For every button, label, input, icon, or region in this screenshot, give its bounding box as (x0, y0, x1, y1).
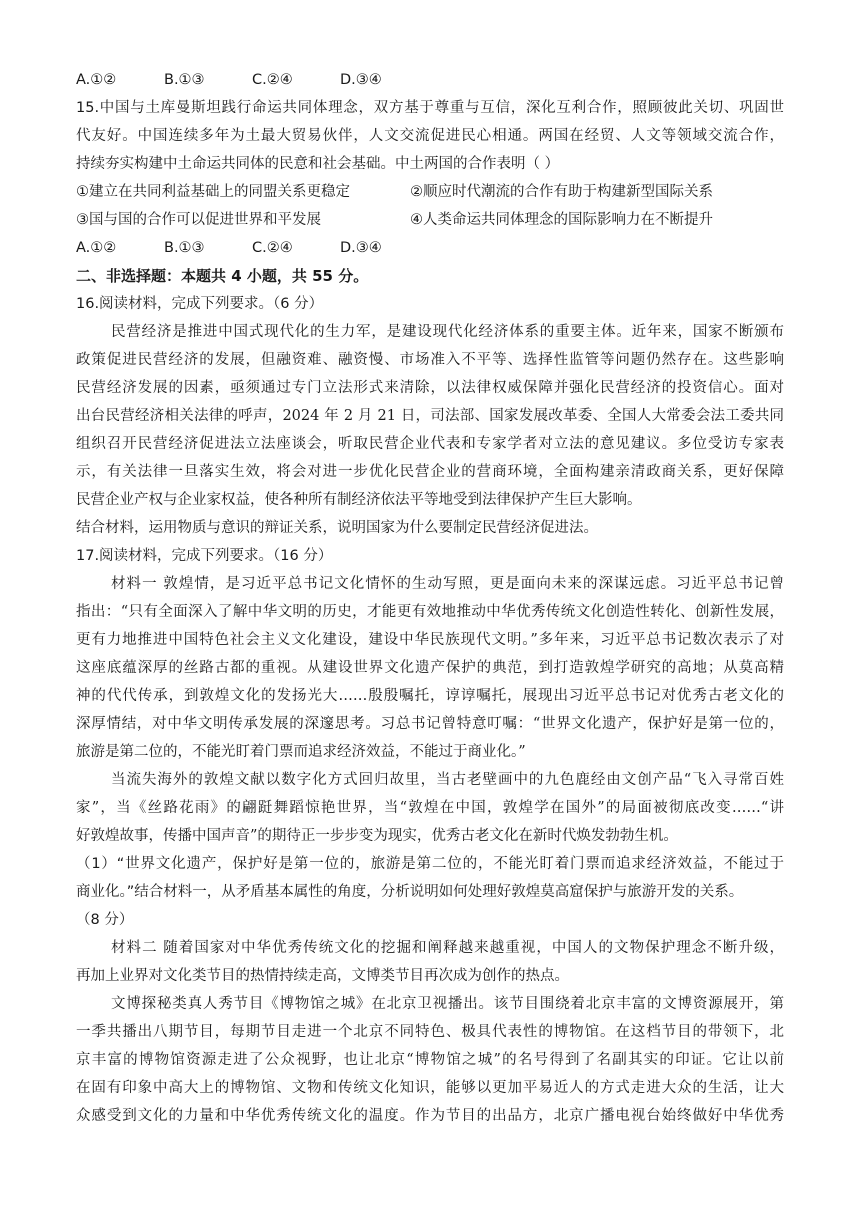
q17-m1-line: 旅游是第二位的，不能光盯着门票而追求经济效益，不能过于商业化。” (76, 744, 526, 760)
q14-option-b[interactable]: B.①③ (164, 72, 205, 88)
q15-stem-line: 代友好。中国连续多年为土最大贸易伙伴，人文交流促进民心相通。两国在经贸、人文等领域交流合作， (76, 128, 784, 144)
q17-material-2 (111, 934, 784, 962)
q17-subquestion-1 (76, 850, 784, 934)
q17-sub1-line: 商业化。”结合材料一，从矛盾基本属性的角度，分析说明如何处理好敦煌莫高窟保护与旅游开发的关系。 (76, 884, 744, 900)
q17-m2-line: 再加上业界对文化类节目的热情持续走高，文博类节目再次成为创作的热点。 (76, 968, 569, 984)
q15-stem-line: 15.中国与土库曼斯坦践行命运共同体理念，双方基于尊重与互信，深化互利合作，照顾彼此关切、巩固世 (76, 100, 784, 116)
q17-m1-line: 指出：“只有全面深入了解中华文明的历史，才能更有效地推动中华优秀传统文化创造性转化、创新性发展， (76, 604, 784, 620)
q16-material-line: 出台民营经济相关法律的呼声，2024 年 2 月 21 日，司法部、国家发展改革委、全国人大常委会法工委共同 (76, 408, 784, 424)
q15-statement-3: ③国与国的合作可以促进世界和平发展 (76, 212, 321, 228)
q15-stem-line: 持续夯实构建中土命运共同体的民意和社会基础。中土两国的合作表明（ ） (76, 156, 560, 172)
q16-task: 结合材料，运用物质与意识的辩证关系，说明国家为什么要制定民营经济促进法。 (76, 520, 598, 536)
q17-m1-line: 神的代代传承，到敦煌文化的发扬光大……殷殷嘱托，谆谆嘱托，展现出习近平总书记对优秀古老文化的 (76, 688, 784, 704)
q14-options (76, 66, 784, 94)
q15-option-a[interactable]: A.①② (76, 240, 117, 256)
q15-option-d[interactable]: D.③④ (340, 240, 382, 256)
q16-material-line: 民营经济是推进中国式现代化的生力军，是建设现代化经济体系的重要主体。近年来，国家不断颁布 (111, 324, 784, 340)
question-16 (76, 290, 784, 318)
question-15 (76, 94, 784, 262)
q16-material-line: 政策促进民营经济的发展，但融资难、融资慢、市场准入不平等、选择性监管等问题仍然存在。这些影响 (76, 352, 784, 368)
q17-material-1b-cont (76, 794, 784, 850)
q16-material-line: 示，有关法律一旦落实生效，将会对进一步优化民营企业的营商环境，全面构建亲清政商关系，更好保障 (76, 464, 784, 480)
q14-option-c[interactable]: C.②④ (252, 72, 293, 88)
q17-material-1-cont (76, 598, 784, 766)
q17-material-1 (111, 570, 784, 598)
section-heading: 二、非选择题：本题共 4 小题，共 55 分。 (76, 267, 369, 285)
q15-statement-4: ④人类命运共同体理念的国际影响力在不断提升 (410, 212, 713, 228)
q15-statement-2: ②顺应时代潮流的合作有助于构建新型国际关系 (410, 184, 713, 200)
q17-title: 17.阅读材料，完成下列要求。（16 分） (76, 548, 333, 564)
q17-m2b-line: 众感受到文化的力量和中华优秀传统文化的温度。作为节目的出品方，北京广播电视台始终做好中华优秀 (76, 1108, 784, 1124)
q17-m1b-line: 当流失海外的敦煌文献以数字化方式回归故里，当古老壁画中的九色鹿经由文创产品“飞入寻常百姓 (111, 772, 784, 788)
q17-sub1-line: （8 分） (76, 912, 134, 928)
q15-statement-1: ①建立在共同利益基础上的同盟关系更稳定 (76, 184, 350, 200)
q15-option-b[interactable]: B.①③ (164, 240, 205, 256)
q16-material-line: 民营经济发展的因素，亟须通过专门立法形式来清除，以法律权威保障并强化民营经济的投资信心。面对 (76, 380, 784, 396)
q17-m1-line: 这座底蕴深厚的丝路古都的重视。从建设世界文化遗产保护的典范，到打造敦煌学研究的高地；从莫高精 (76, 660, 784, 676)
q16-material-cont (76, 346, 784, 542)
q16-material (111, 318, 784, 346)
q17-material-2b-cont (76, 1018, 784, 1130)
q17-sub1-line: （1）“世界文化遗产，保护好是第一位的，旅游是第二位的，不能光盯着门票而追求经济效益，不能过于 (76, 856, 784, 872)
q17-m1b-line: 好敦煌故事，传播中国声音”的期待正一步步变为现实，优秀古老文化在新时代焕发勃勃生机。 (76, 828, 678, 844)
q14-option-d[interactable]: D.③④ (340, 72, 382, 88)
q17-material-1b (111, 766, 784, 794)
q16-title: 16.阅读材料，完成下列要求。（6 分） (76, 296, 324, 312)
q17-m1-line: 更有力地推进中国特色社会主义文化建设，建设中华民族现代文明。”多年来，习近平总书记数次表示了对 (76, 632, 784, 648)
q17-material-2b (111, 990, 784, 1018)
q15-options (76, 234, 784, 262)
q15-statement-row (76, 178, 784, 206)
q17-m1-line: 深厚情结，对中华文明传承发展的深邃思考。习总书记曾特意叮嘱：“世界文化遗产，保护好是第一位的， (76, 716, 784, 732)
q14-option-a[interactable]: A.①② (76, 72, 117, 88)
q17-m1b-line: 家”，当《丝路花雨》的翩跹舞蹈惊艳世界，当“敦煌在中国，敦煌学在国外”的局面被彻底改变……“讲 (76, 800, 784, 816)
q17-m2b-line: 京丰富的博物馆资源走进了公众视野，也让北京“博物馆之城”的名号得到了名副其实的印证。它让以前 (76, 1052, 784, 1068)
q16-material-line: 民营企业产权与企业家权益，使各种所有制经济依法平等地受到法律保护产生巨大影响。 (76, 492, 642, 508)
q17-m2b-line: 一季共播出八期节目，每期节目走进一个北京不同特色、极具代表性的博物馆。在这档节目的带领下，北 (76, 1024, 784, 1040)
question-17 (76, 542, 784, 570)
q16-material-line: 组织召开民营经济促进法立法座谈会，听取民营企业代表和专家学者对立法的意见建议。多位受访专家表 (76, 436, 784, 452)
q17-m1-line: 材料一 敦煌情，是习近平总书记文化情怀的生动写照，更是面向未来的深谋远虑。习近平总书记曾 (111, 576, 784, 592)
q17-m2b-line: 在固有印象中高大上的博物馆、文物和传统文化知识，能够以更加平易近人的方式走进大众的生活，让大 (76, 1080, 784, 1096)
q17-material-2-cont (76, 962, 784, 990)
q15-option-c[interactable]: C.②④ (252, 240, 293, 256)
q17-m2-line: 材料二 随着国家对中华优秀传统文化的挖掘和阐释越来越重视，中国人的文物保护理念不断升级， (111, 940, 784, 956)
q17-m2b-line: 文博探秘类真人秀节目《博物馆之城》在北京卫视播出。该节目围绕着北京丰富的文博资源展开，第 (111, 996, 784, 1012)
q15-statement-row (76, 206, 784, 234)
